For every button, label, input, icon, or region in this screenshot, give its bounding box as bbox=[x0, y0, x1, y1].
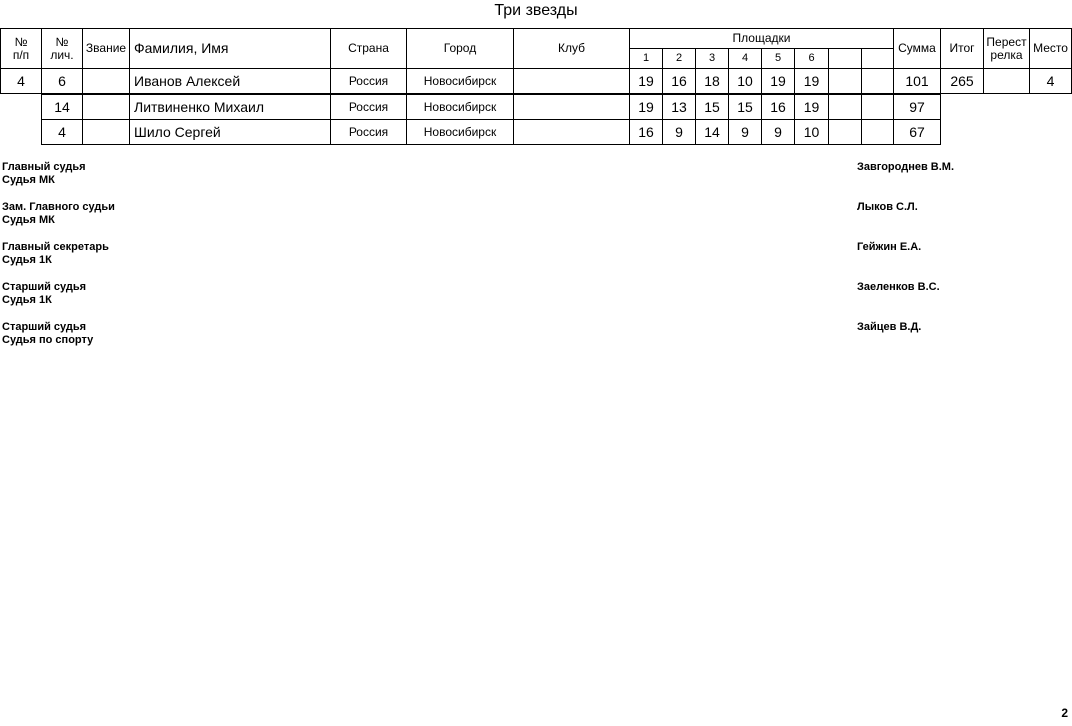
judge-category: Судья МК bbox=[2, 214, 55, 226]
row-zvanie bbox=[82, 94, 130, 120]
judge-role-block bbox=[2, 281, 86, 307]
judge-role-block bbox=[2, 321, 93, 347]
row-gorod: Новосибирск bbox=[406, 119, 514, 145]
team-perestrelka bbox=[983, 68, 1030, 94]
header-gorod: Город bbox=[406, 28, 514, 69]
judge-role: Старший судья bbox=[2, 321, 87, 333]
judge-role: Главный секретарь bbox=[2, 241, 109, 253]
row-score-8 bbox=[861, 68, 894, 94]
header-summa: Сумма bbox=[893, 28, 941, 69]
row-summa: 101 bbox=[893, 68, 941, 94]
judge-category: Судья МК bbox=[2, 174, 55, 186]
row-score-5: 19 bbox=[761, 68, 795, 94]
row-score-4: 9 bbox=[728, 119, 762, 145]
judge-name: Зайцев В.Д. bbox=[857, 321, 922, 333]
row-strana: Россия bbox=[330, 119, 407, 145]
judge-category: Судья 1К bbox=[2, 254, 52, 266]
header-fio: Фамилия, Имя bbox=[129, 28, 331, 69]
row-score-4: 15 bbox=[728, 94, 762, 120]
row-gorod: Новосибирск bbox=[406, 68, 514, 94]
row-lich: 14 bbox=[41, 94, 83, 120]
header-site-7 bbox=[828, 48, 862, 69]
judge-role: Старший судья bbox=[2, 281, 87, 293]
header-site-8 bbox=[861, 48, 894, 69]
judge-role-block bbox=[2, 161, 86, 187]
page-number: 2 bbox=[1061, 706, 1068, 720]
team-mesto: 4 bbox=[1029, 68, 1072, 94]
header-strana: Страна bbox=[330, 28, 407, 69]
row-score-2: 16 bbox=[662, 68, 696, 94]
row-klub bbox=[513, 119, 630, 145]
judge-name: Заеленков В.С. bbox=[857, 281, 940, 293]
header-site-3: 3 bbox=[695, 48, 729, 69]
row-score-6: 10 bbox=[794, 119, 829, 145]
judge-name: Лыков С.Л. bbox=[857, 201, 918, 213]
header-klub: Клуб bbox=[513, 28, 630, 69]
header-ploshadki: Площадки bbox=[629, 28, 894, 49]
row-strana: Россия bbox=[330, 94, 407, 120]
row-score-1: 19 bbox=[629, 94, 663, 120]
row-summa: 67 bbox=[893, 119, 941, 145]
row-score-7 bbox=[828, 68, 862, 94]
row-klub bbox=[513, 94, 630, 120]
row-score-6: 19 bbox=[794, 68, 829, 94]
row-fio: Литвиненко Михаил bbox=[129, 94, 331, 120]
judge-category: Судья по спорту bbox=[2, 334, 94, 346]
row-score-5: 9 bbox=[761, 119, 795, 145]
row-score-7 bbox=[828, 94, 862, 120]
header-lich: № лич. bbox=[41, 28, 83, 69]
team-itog: 265 bbox=[940, 68, 984, 94]
row-zvanie bbox=[82, 68, 130, 94]
header-perestrelka: Перест релка bbox=[983, 28, 1030, 69]
row-klub bbox=[513, 68, 630, 94]
judge-name: Гейжин Е.А. bbox=[857, 241, 922, 253]
row-score-1: 16 bbox=[629, 119, 663, 145]
row-score-4: 10 bbox=[728, 68, 762, 94]
header-itog: Итог bbox=[940, 28, 984, 69]
judge-category: Судья 1К bbox=[2, 294, 52, 306]
row-gorod: Новосибирск bbox=[406, 94, 514, 120]
header-site-4: 4 bbox=[728, 48, 762, 69]
judge-role-block bbox=[2, 201, 115, 227]
judge-role: Главный судья bbox=[2, 161, 86, 173]
header-site-2: 2 bbox=[662, 48, 696, 69]
header-site-6: 6 bbox=[794, 48, 829, 69]
header-mesto: Место bbox=[1029, 28, 1072, 69]
row-fio: Шило Сергей bbox=[129, 119, 331, 145]
header-site-5: 5 bbox=[761, 48, 795, 69]
header-site-1: 1 bbox=[629, 48, 663, 69]
page-title: Три звезды bbox=[494, 2, 578, 19]
row-strana: Россия bbox=[330, 68, 407, 94]
row-score-1: 19 bbox=[629, 68, 663, 94]
row-score-6: 19 bbox=[794, 94, 829, 120]
row-score-2: 9 bbox=[662, 119, 696, 145]
row-lich: 4 bbox=[41, 119, 83, 145]
judge-role: Зам. Главного судьи bbox=[2, 201, 115, 213]
row-fio: Иванов Алексей bbox=[129, 68, 331, 94]
team-np: 4 bbox=[0, 68, 42, 94]
row-score-7 bbox=[828, 119, 862, 145]
row-zvanie bbox=[82, 119, 130, 145]
judge-name: Завгороднев В.М. bbox=[857, 161, 955, 173]
row-score-2: 13 bbox=[662, 94, 696, 120]
row-summa: 97 bbox=[893, 94, 941, 120]
header-np: № п/п bbox=[0, 28, 42, 69]
row-score-3: 14 bbox=[695, 119, 729, 145]
judge-role-block bbox=[2, 241, 109, 267]
row-score-3: 15 bbox=[695, 94, 729, 120]
row-score-8 bbox=[861, 119, 894, 145]
row-score-3: 18 bbox=[695, 68, 729, 94]
row-score-8 bbox=[861, 94, 894, 120]
header-zvanie: Звание bbox=[82, 28, 130, 69]
row-lich: 6 bbox=[41, 68, 83, 94]
row-score-5: 16 bbox=[761, 94, 795, 120]
